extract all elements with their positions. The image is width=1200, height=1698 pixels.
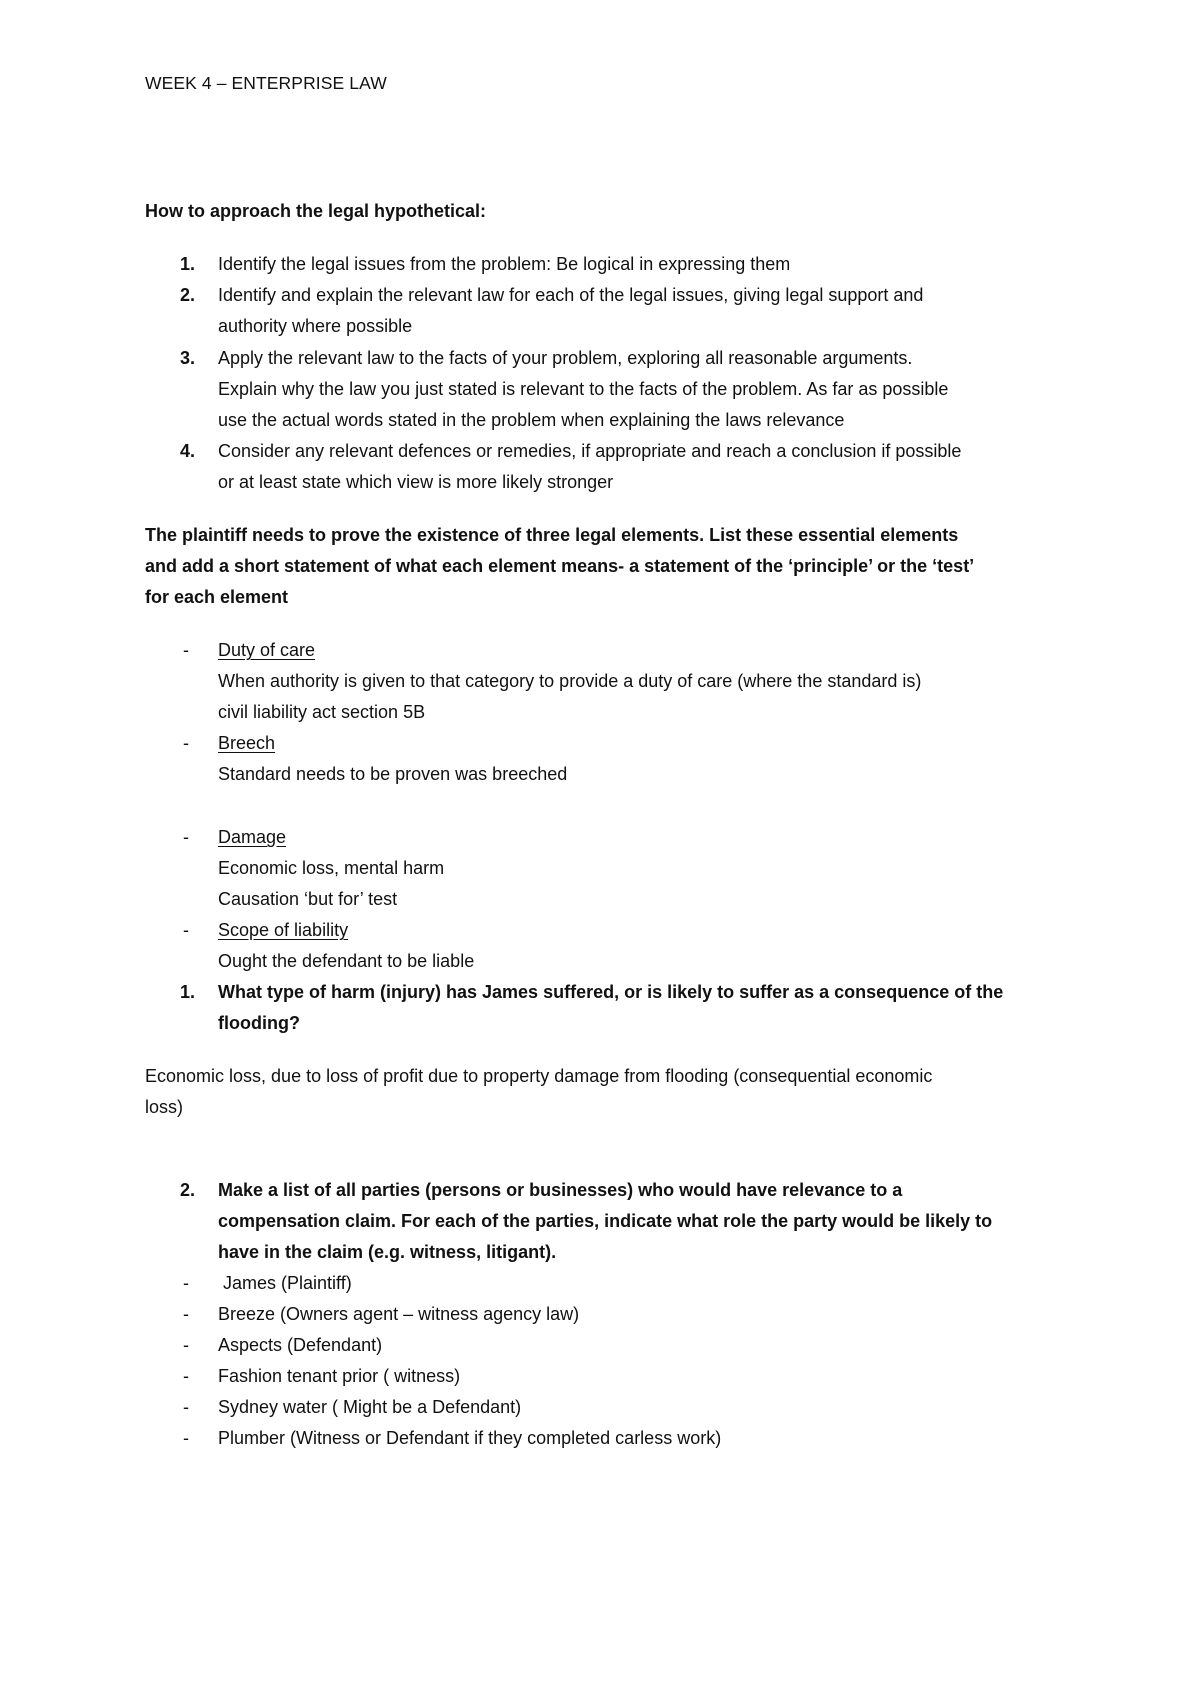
element-text: Causation ‘but for’ test [218,889,398,909]
answer-text: loss) [145,1097,184,1117]
question-number: 2. [180,1180,196,1200]
question-text: flooding? [218,1013,300,1033]
question-text: compensation claim. For each of the parties, indicate what role the party would be likely to [218,1211,993,1231]
party-item: Fashion tenant prior ( witness) [218,1366,461,1386]
step-number: 1. [180,254,196,274]
approach-heading: How to approach the legal hypothetical: [145,201,487,221]
element-title: Duty of care [218,640,316,660]
bullet-dash: - [183,1273,189,1293]
bullet-dash: - [183,1366,189,1386]
step-text: Explain why the law you just stated is relevant to the facts of the problem. As far as possible [218,379,949,399]
bullet-dash: - [183,827,189,847]
bullet-dash: - [183,1428,189,1448]
question-text: What type of harm (injury) has James suffered, or is likely to suffer as a consequence of the [218,982,1004,1002]
question-text: have in the claim (e.g. witness, litigant). [218,1242,557,1262]
bullet-dash: - [183,733,189,753]
plaintiff-heading: and add a short statement of what each element means- a statement of the ‘principle’ or the ‘test’ [145,556,975,576]
element-text: civil liability act section 5B [218,702,426,722]
step-text: Identify and explain the relevant law for each of the legal issues, giving legal support and [218,285,924,305]
bullet-dash: - [183,920,189,940]
answer-text: Economic loss, due to loss of profit due to property damage from flooding (consequential economic [145,1066,933,1086]
bullet-dash: - [183,1397,189,1417]
party-item: Breeze (Owners agent – witness agency law) [218,1304,580,1324]
party-item: Aspects (Defendant) [218,1335,383,1355]
question-text: Make a list of all parties (persons or businesses) who would have relevance to a [218,1180,903,1200]
step-number: 4. [180,441,196,461]
plaintiff-heading: for each element [145,587,289,607]
step-text: or at least state which view is more likely stronger [218,472,614,492]
element-text: Economic loss, mental harm [218,858,445,878]
element-text: Standard needs to be proven was breeched [218,764,568,784]
step-text: authority where possible [218,316,413,336]
element-text: Ought the defendant to be liable [218,951,475,971]
plaintiff-heading: The plaintiff needs to prove the existence of three legal elements. List these essential elements [145,525,959,545]
step-text: Consider any relevant defences or remedies, if appropriate and reach a conclusion if possible [218,441,962,461]
step-text: use the actual words stated in the problem when explaining the laws relevance [218,410,845,430]
party-item: Plumber (Witness or Defendant if they completed carless work) [218,1428,722,1448]
step-text: Identify the legal issues from the problem: Be logical in expressing them [218,254,791,274]
bullet-dash: - [183,1335,189,1355]
page-header: WEEK 4 – ENTERPRISE LAW [145,73,387,93]
bullet-dash: - [183,1304,189,1324]
bullet-dash: - [183,640,189,660]
element-title: Scope of liability [218,920,349,940]
step-number: 2. [180,285,196,305]
element-title: Damage [218,827,287,847]
step-number: 3. [180,348,196,368]
element-text: When authority is given to that category to provide a duty of care (where the standard is) [218,671,922,691]
party-item: Sydney water ( Might be a Defendant) [218,1397,522,1417]
step-text: Apply the relevant law to the facts of your problem, exploring all reasonable arguments. [218,348,913,368]
question-number: 1. [180,982,196,1002]
party-item: James (Plaintiff) [218,1273,352,1293]
element-title: Breech [218,733,276,753]
